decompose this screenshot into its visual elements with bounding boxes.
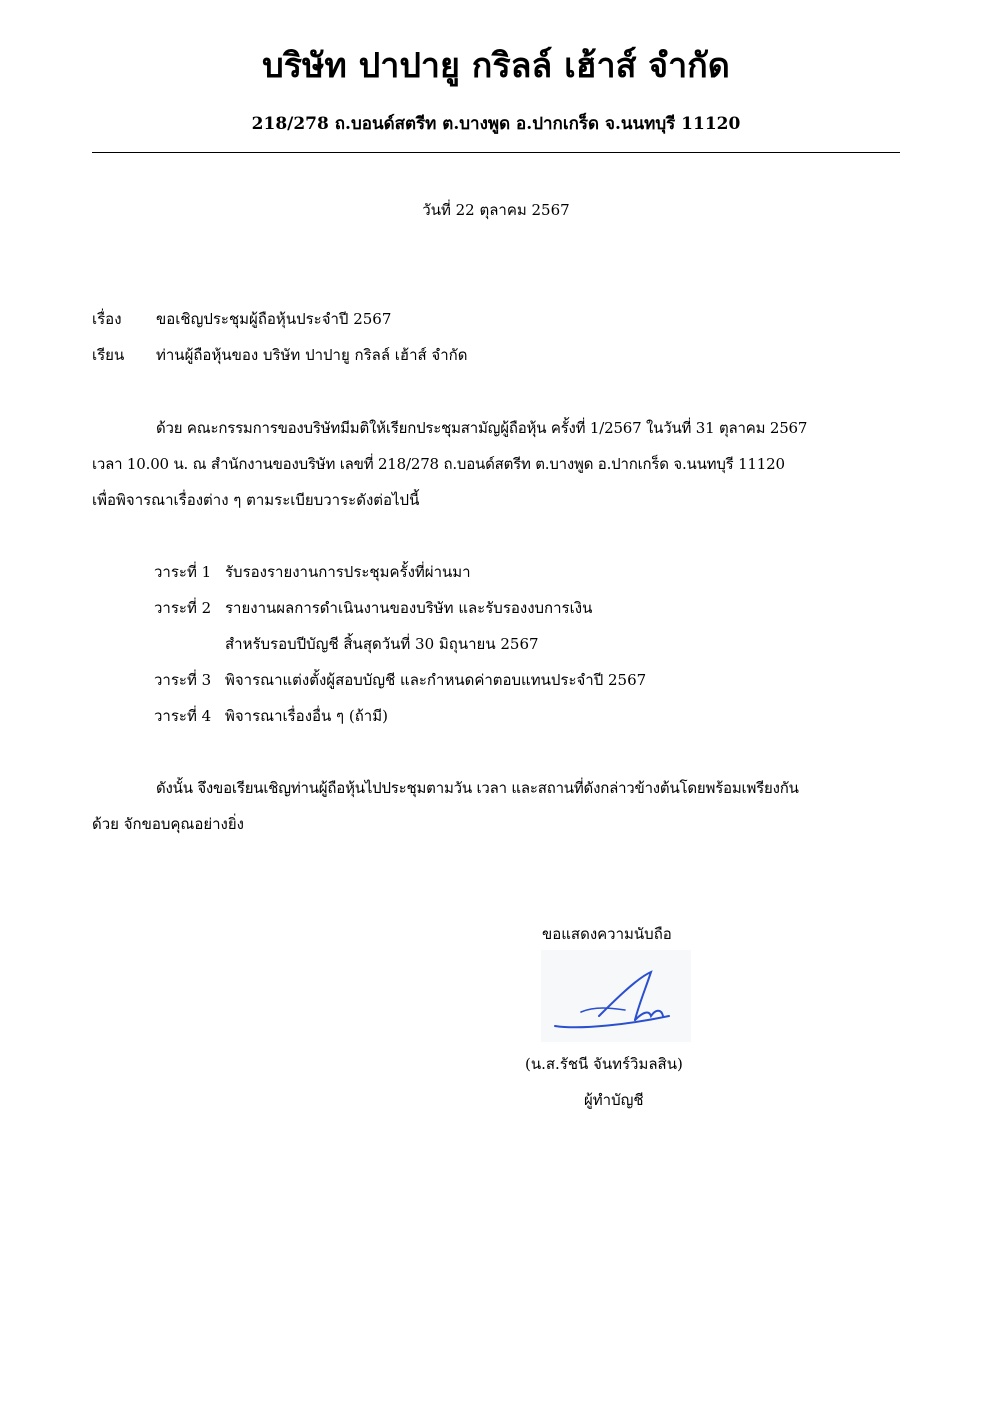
agenda-2-text: รายงานผลการดำเนินงานของบริษัท และรับรองงบการเงิน (225, 599, 593, 617)
subject-text: ขอเชิญประชุมผู้ถือหุ้นประจำปี 2567 (156, 310, 392, 328)
agenda-2-label: วาระที่ 2 (154, 599, 212, 617)
body-intro-line-1: ด้วย คณะกรรมการของบริษัทมีมติให้เรียกประชุมสามัญผู้ถือหุ้น ครั้งที่ 1/2567 ในวันที่ 31 ตุลาคม 2567 (156, 419, 808, 437)
signatory-name: (น.ส.รัชนี จันทร์วิมลสิน) (525, 1055, 683, 1073)
agenda-2-continuation: สำหรับรอบปีบัญชี สิ้นสุดวันที่ 30 มิถุนายน 2567 (225, 635, 539, 653)
agenda-1-text: รับรองรายงานการประชุมครั้งที่ผ่านมา (225, 563, 471, 581)
agenda-1-label: วาระที่ 1 (154, 563, 212, 581)
signature-closing: ขอแสดงความนับถือ (542, 925, 672, 943)
subject-label: เรื่อง (92, 310, 122, 328)
body-intro-line-2: เวลา 10.00 น. ณ สำนักงานของบริษัท เลขที่ 218/278 ถ.บอนด์สตรีท ต.บางพูด อ.ปากเกร็ด จ.นนทบุรี 11120 (92, 455, 785, 473)
company-address: 218/278 ถ.บอนด์สตรีท ต.บางพูด อ.ปากเกร็ด จ.นนทบุรี 11120 (251, 114, 741, 134)
letter-date: วันที่ 22 ตุลาคม 2567 (422, 201, 570, 219)
recipient-text: ท่านผู้ถือหุ้นของ บริษัท ปาปายู กริลล์ เฮ้าส์ จำกัด (156, 346, 468, 364)
agenda-3-label: วาระที่ 3 (154, 671, 212, 689)
signature-image (541, 950, 691, 1042)
signatory-title: ผู้ทำบัญชี (584, 1091, 644, 1109)
body-intro-line-3: เพื่อพิจารณาเรื่องต่าง ๆ ตามระเบียบวาระดังต่อไปนี้ (92, 491, 420, 509)
agenda-4-text: พิจารณาเรื่องอื่น ๆ (ถ้ามี) (225, 707, 388, 725)
header-divider (92, 152, 900, 153)
handwritten-signature-icon (541, 950, 691, 1042)
body-closing-line-1: ดังนั้น จึงขอเรียนเชิญท่านผู้ถือหุ้นไปประชุมตามวัน เวลา และสถานที่ดังกล่าวข้างต้นโดยพร้อมเพรียงกัน (156, 779, 799, 797)
company-name: บริษัท ปาปายู กริลล์ เฮ้าส์ จำกัด (262, 46, 730, 86)
agenda-4-label: วาระที่ 4 (154, 707, 212, 725)
body-closing-line-2: ด้วย จักขอบคุณอย่างยิ่ง (92, 815, 244, 833)
agenda-3-text: พิจารณาแต่งตั้งผู้สอบบัญชี และกำหนดค่าตอบแทนประจำปี 2567 (225, 671, 647, 689)
recipient-label: เรียน (92, 346, 125, 364)
